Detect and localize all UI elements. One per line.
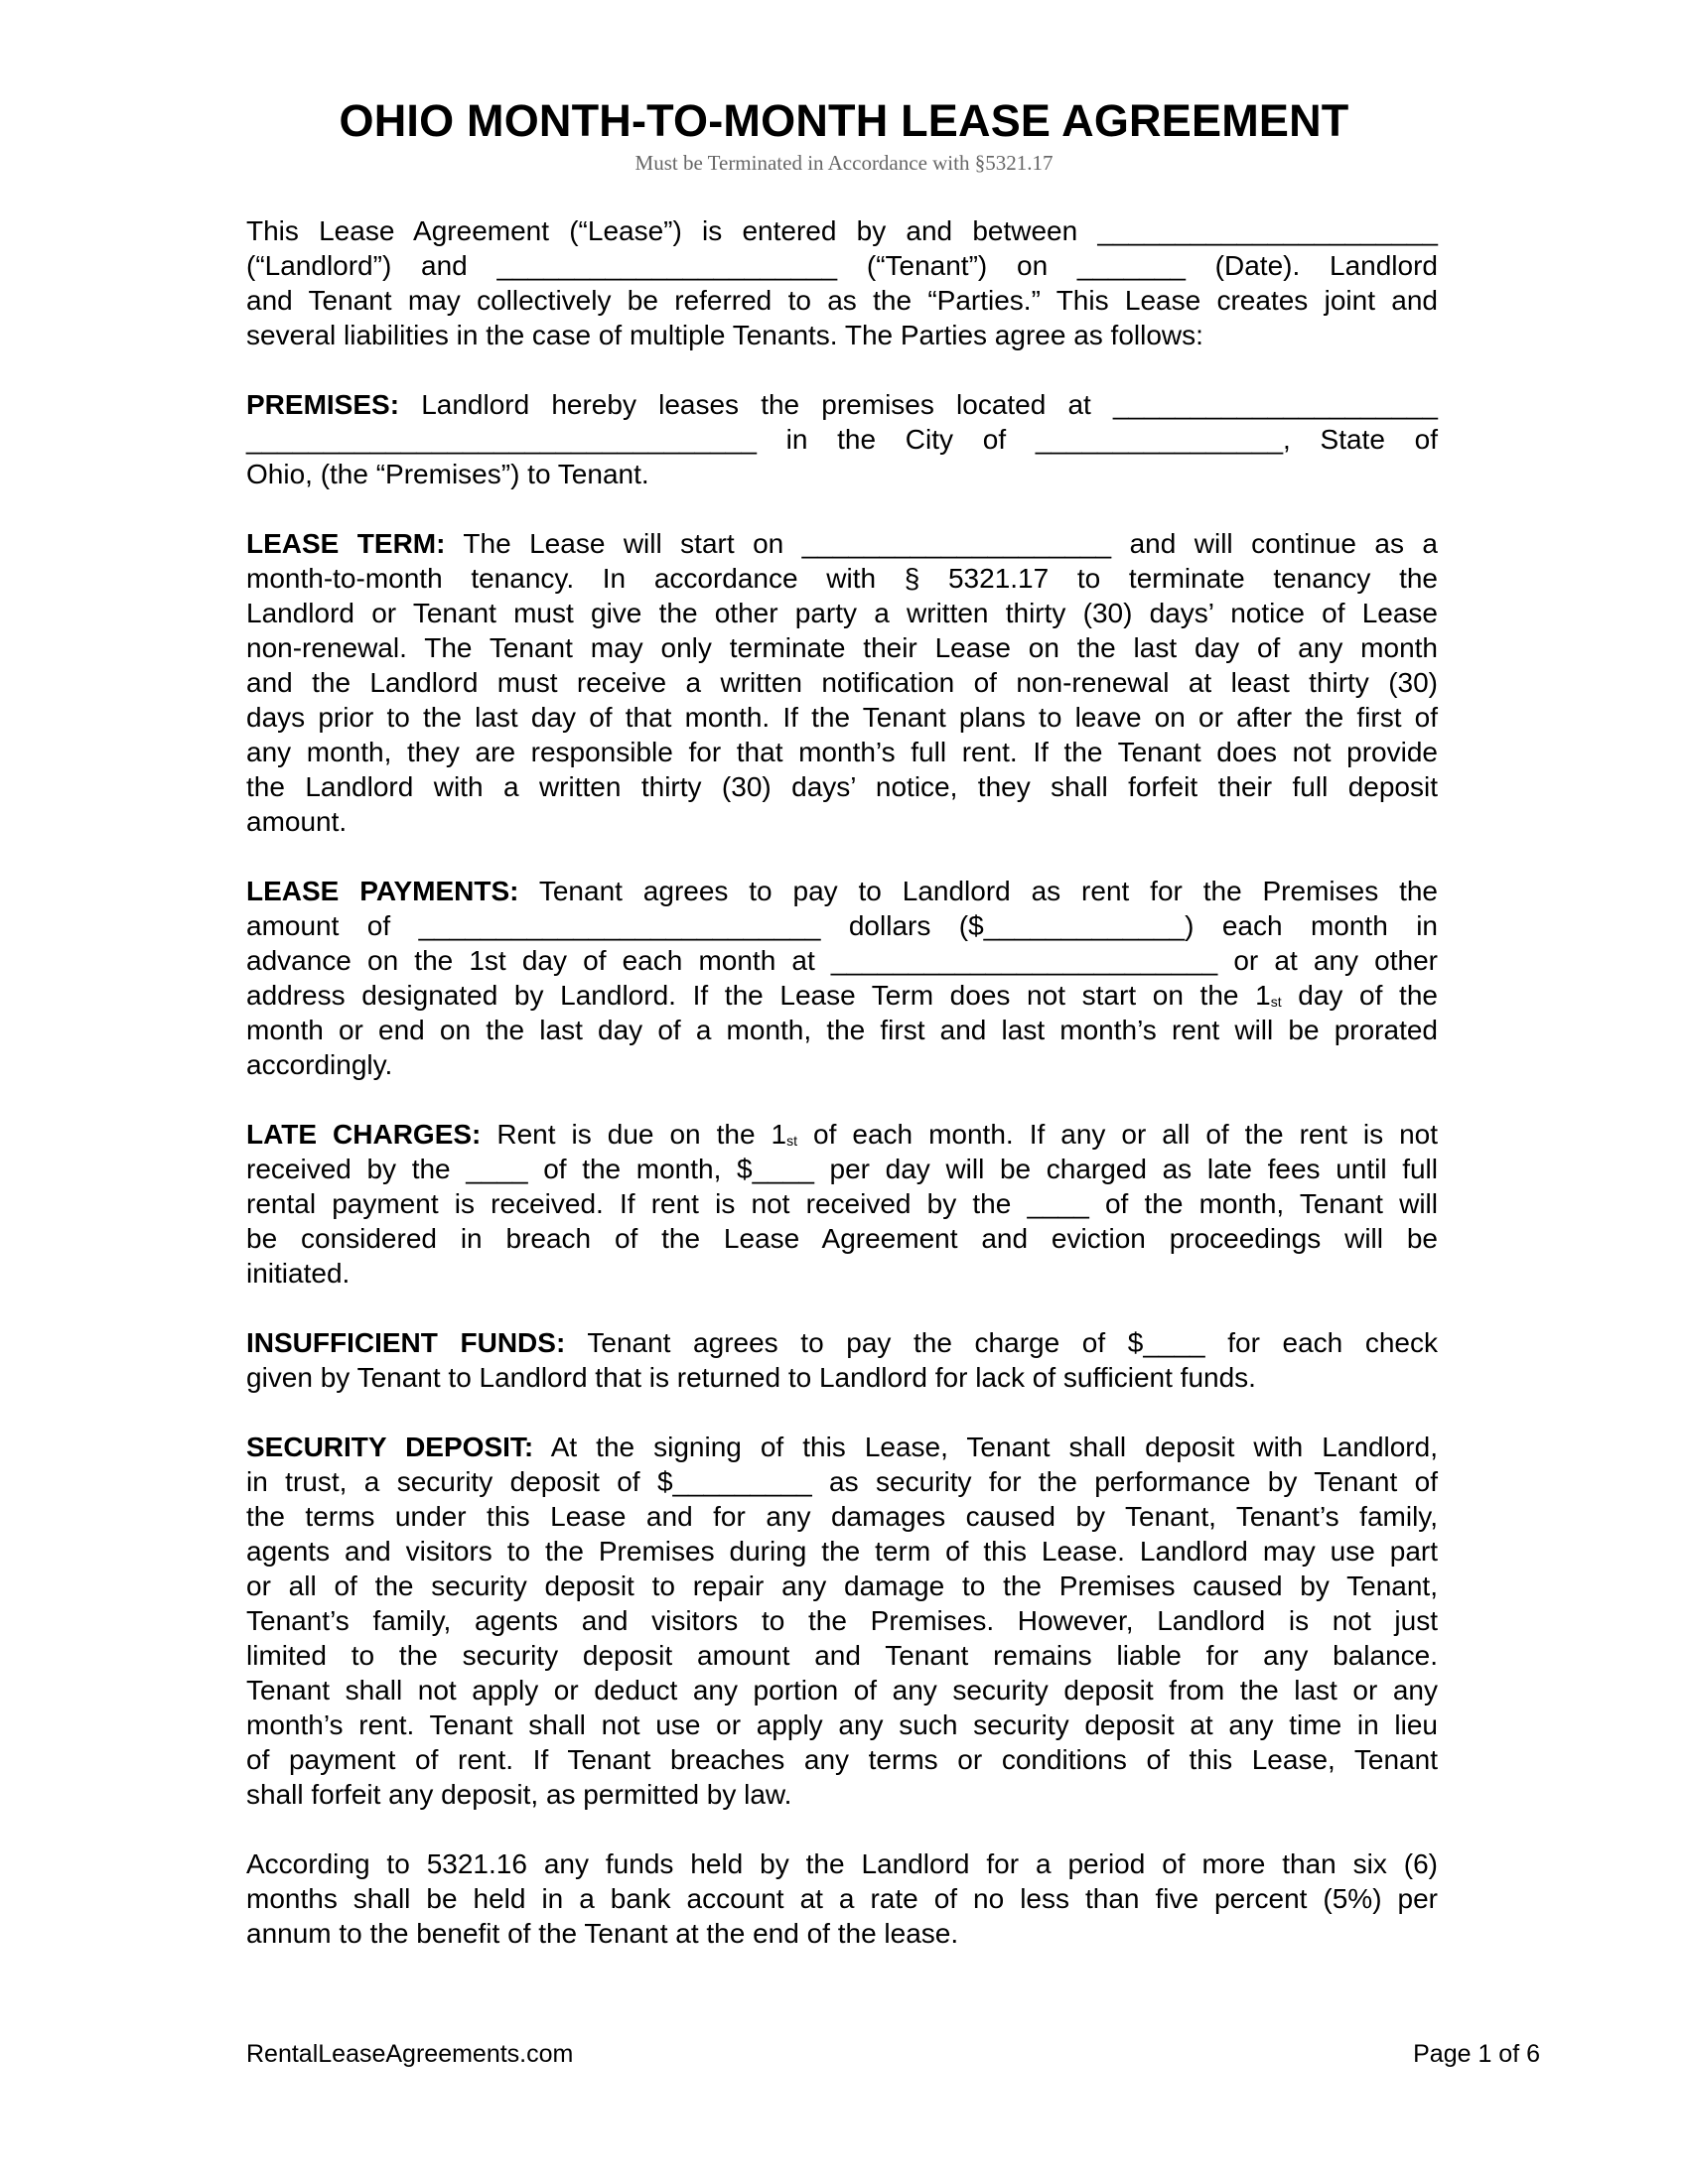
premises-section xyxy=(246,387,1438,491)
footer-page-number: Page 1 of 6 xyxy=(1413,2040,1540,2068)
insufficient-funds-line: given by Tenant to Landlord that is returned to Landlord for lack of sufficient funds. xyxy=(246,1362,1256,1393)
lease-term-line: Landlord or Tenant must give the other party a written thirty (30) days’ notice of Lease xyxy=(246,598,1438,628)
premises-heading: PREMISES: xyxy=(246,389,400,420)
security-deposit-heading: SECURITY DEPOSIT: xyxy=(246,1432,534,1462)
security-deposit-section xyxy=(246,1430,1438,1812)
late-charges-heading: LATE CHARGES: xyxy=(246,1119,482,1150)
document-subtitle: Must be Terminated in Accordance with §5321.17 xyxy=(634,151,1054,175)
footer-site: RentalLeaseAgreements.com xyxy=(246,2040,574,2068)
lease-term-line xyxy=(246,526,1438,561)
interest-line: months shall be held in a bank account at a rate of no less than five percent (5%) per xyxy=(246,1883,1438,1914)
lease-term-heading: LEASE TERM: xyxy=(246,528,446,559)
lease-term-section xyxy=(246,526,1438,839)
interest-line: annum to the benefit of the Tenant at the end of the lease. xyxy=(246,1918,959,1949)
lease-term-line: any month, they are responsible for that month’s full rent. If the Tenant does not provide xyxy=(246,737,1438,767)
security-deposit-line: shall forfeit any deposit, as permitted by law. xyxy=(246,1779,792,1810)
intro-line: This Lease Agreement (“Lease”) is entered by and between ______________________ xyxy=(246,215,1438,246)
insufficient-funds-heading: INSUFFICIENT FUNDS: xyxy=(246,1327,566,1358)
intro-line: and Tenant may collectively be referred to as the “Parties.” This Lease creates joint and xyxy=(246,285,1438,316)
insufficient-funds-section xyxy=(246,1325,1438,1395)
lease-payments-text: address designated by Landlord. If the Lease Term does not start on the 1 xyxy=(246,980,1271,1011)
lease-term-line: and the Landlord must receive a written notification of non-renewal at least thirty (30) xyxy=(246,667,1438,698)
lease-payments-line: amount of __________________________ dollars ($_____________) each month in xyxy=(246,910,1438,941)
lease-payments-text: day of the xyxy=(1281,980,1438,1011)
insufficient-funds-text: Tenant agrees to pay the charge of $____ for each check xyxy=(565,1327,1438,1358)
lease-term-line: the Landlord with a written thirty (30) days’ notice, they shall forfeit their full deposit xyxy=(246,771,1438,802)
lease-payments-section xyxy=(246,874,1438,1082)
intro-paragraph xyxy=(246,213,1438,352)
late-charges-line: be considered in breach of the Lease Agreement and eviction proceedings will be xyxy=(246,1223,1438,1254)
ordinal-suffix: st xyxy=(786,1133,798,1149)
late-charges-line: received by the ____ of the month, $____ per day will be charged as late fees until full xyxy=(246,1154,1438,1184)
lease-term-line: non-renewal. The Tenant may only terminate their Lease on the last day of any month xyxy=(246,632,1438,663)
ordinal-suffix: st xyxy=(1270,994,1282,1010)
document-body xyxy=(246,213,1438,1985)
security-deposit-line: of payment of rent. If Tenant breaches any terms or conditions of this Lease, Tenant xyxy=(246,1744,1438,1775)
security-deposit-line: month’s rent. Tenant shall not use or apply any such security deposit at any time in lieu xyxy=(246,1709,1438,1740)
security-deposit-line: Tenant shall not apply or deduct any portion of any security deposit from the last or any xyxy=(246,1675,1438,1706)
intro-line: several liabilities in the case of multiple Tenants. The Parties agree as follows: xyxy=(246,320,1203,350)
late-charges-text: of each month. If any or all of the rent is not xyxy=(797,1119,1438,1150)
interest-line: According to 5321.16 any funds held by the Landlord for a period of more than six (6) xyxy=(246,1848,1438,1879)
security-deposit-text: At the signing of this Lease, Tenant shall deposit with Landlord, xyxy=(533,1432,1438,1462)
late-charges-line: initiated. xyxy=(246,1258,351,1289)
security-deposit-line xyxy=(246,1430,1438,1464)
lease-payments-line: accordingly. xyxy=(246,1049,393,1080)
security-deposit-line: or all of the security deposit to repair any damage to the Premises caused by Tenant, xyxy=(246,1570,1438,1601)
late-charges-line xyxy=(246,1117,1438,1152)
security-deposit-line: Tenant’s family, agents and visitors to the Premises. However, Landlord is not just xyxy=(246,1605,1438,1636)
lease-term-line: month-to-month tenancy. In accordance with § 5321.17 to terminate tenancy the xyxy=(246,563,1438,594)
premises-text: Landlord hereby leases the premises located at _____________________ xyxy=(399,389,1438,420)
late-charges-text: Rent is due on the 1 xyxy=(481,1119,787,1150)
security-deposit-line: in trust, a security deposit of $_________ as security for the performance by Tenant of xyxy=(246,1466,1438,1497)
lease-term-line: days prior to the last day of that month. If the Tenant plans to leave on or after the first of xyxy=(246,702,1438,733)
lease-payments-line: month or end on the last day of a month, the first and last month’s rent will be prorated xyxy=(246,1015,1438,1045)
intro-line: (“Landlord”) and ______________________ (“Tenant”) on _______ (Date). Landlord xyxy=(246,250,1438,281)
late-charges-line: rental payment is received. If rent is not received by the ____ of the month, Tenant will xyxy=(246,1188,1438,1219)
premises-line: Ohio, (the “Premises”) to Tenant. xyxy=(246,459,649,489)
lease-term-text: The Lease will start on ____________________ and will continue as a xyxy=(445,528,1438,559)
lease-term-line: amount. xyxy=(246,806,348,837)
security-deposit-line: limited to the security deposit amount and Tenant remains liable for any balance. xyxy=(246,1640,1438,1671)
insufficient-funds-line xyxy=(246,1325,1438,1360)
security-deposit-line: agents and visitors to the Premises during the term of this Lease. Landlord may use part xyxy=(246,1536,1438,1567)
late-charges-section xyxy=(246,1117,1438,1291)
premises-line xyxy=(246,387,1438,422)
lease-payments-heading: LEASE PAYMENTS: xyxy=(246,876,519,906)
lease-payments-line: advance on the 1st day of each month at _________________________ or at any other xyxy=(246,945,1438,976)
document-title: OHIO MONTH-TO-MONTH LEASE AGREEMENT xyxy=(339,95,1349,146)
lease-payments-line xyxy=(246,978,1438,1013)
lease-payments-text: Tenant agrees to pay to Landlord as rent for the Premises the xyxy=(518,876,1438,906)
premises-line: _________________________________ in the City of ________________, State of xyxy=(246,424,1438,455)
interest-paragraph xyxy=(246,1846,1438,1951)
lease-payments-line xyxy=(246,874,1438,908)
security-deposit-line: the terms under this Lease and for any damages caused by Tenant, Tenant’s family, xyxy=(246,1501,1438,1532)
